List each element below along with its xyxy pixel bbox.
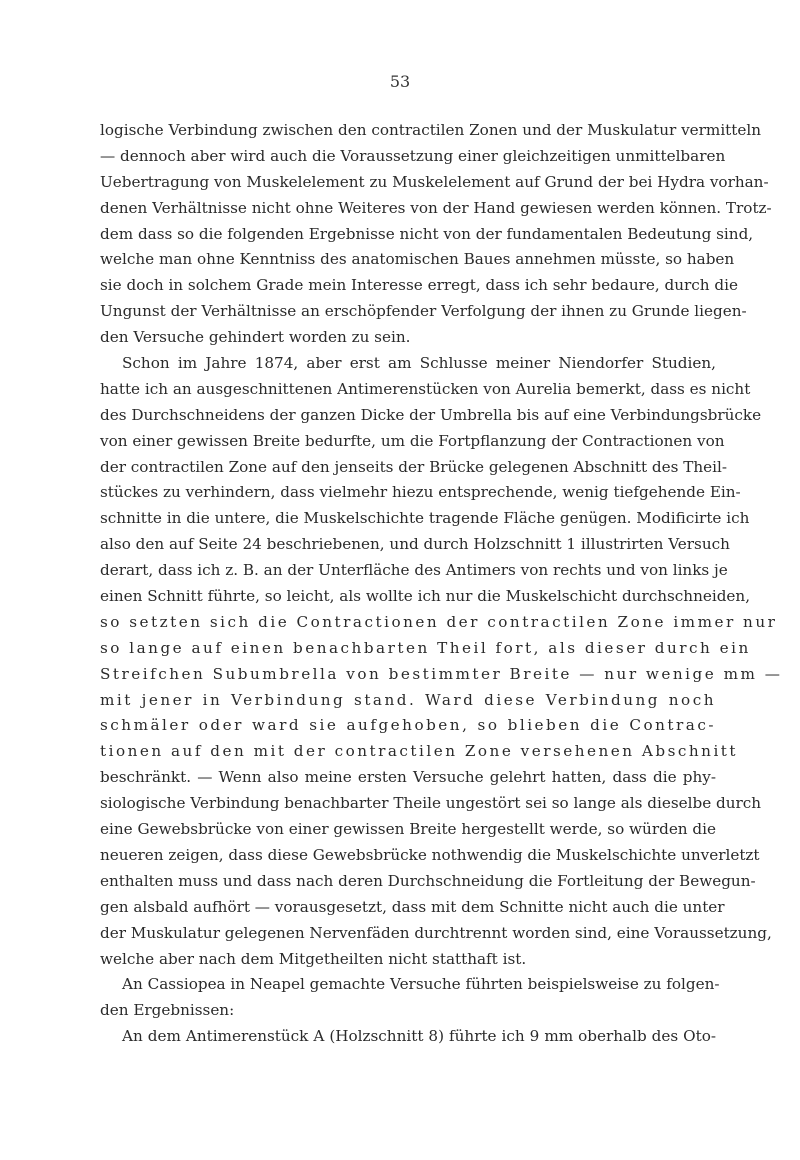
text-line: also den auf Seite 24 beschriebenen, und durch Holzschnitt 1 illustrirten Versuch — [100, 535, 730, 554]
text-line: Uebertragung von Muskelelement zu Muskelelement auf Grund der bei Hydra vorhan- — [100, 172, 769, 191]
text-line: der contractilen Zone auf den jenseits der Brücke gelegenen Abschnitt des Theil- — [100, 457, 727, 476]
text-line: An dem Antimerenstück A (Holzschnitt 8) führte ich 9 mm oberhalb des Oto- — [122, 1027, 716, 1046]
text-line: denen Verhältnisse nicht ohne Weiteres von der Hand gewiesen werden können. Trotz- — [100, 198, 772, 217]
text-line: schnitte in die untere, die Muskelschichte tragende Fläche genügen. Modificirte ich — [100, 509, 750, 528]
text-line: des Durchschneidens der ganzen Dicke der Umbrella bis auf eine Verbindungsbrücke — [100, 405, 762, 424]
page-number: 53 — [389, 72, 411, 91]
text-line: — dennoch aber wird auch die Voraussetzung einer gleichzeitigen unmittelbaren — [100, 146, 726, 165]
text-line: stückes zu verhindern, dass vielmehr hiezu entsprechende, wenig tiefgehende Ein- — [100, 483, 741, 502]
text-line: tionen auf den mit der contractilen Zone versehenen Abschnitt — [100, 742, 739, 761]
text-line: Ungunst der Verhältnisse an erschöpfender Verfolgung der ihnen zu Grunde liegen- — [100, 302, 747, 321]
text-line: schmäler oder ward sie aufgehoben, so blieben die Contrac- — [100, 716, 716, 735]
text-line: welche man ohne Kenntniss des anatomischen Baues annehmen müsste, so haben — [100, 250, 735, 269]
text-line: gen alsbald aufhört — vorausgesetzt, dass mit dem Schnitte nicht auch die unter — [100, 897, 725, 916]
text-line: sie doch in solchem Grade mein Interesse erregt, dass ich sehr bedaure, durch die — [100, 276, 738, 295]
text-line: von einer gewissen Breite bedurfte, um die Fortpflanzung der Contractionen von — [100, 431, 725, 450]
text-line: beschränkt. — Wenn also meine ersten Versuche gelehrt hatten, dass die phy- — [100, 768, 716, 787]
text-line: derart, dass ich z. B. an der Unterfläche des Antimers von rechts und von links je — [100, 561, 728, 580]
text-line: Streifchen Subumbrella von bestimmter Breite — nur wenige mm — — [100, 664, 783, 683]
text-line: logische Verbindung zwischen den contractilen Zonen und der Muskulatur vermitteln — [100, 121, 762, 139]
text-line: so lange auf einen benachbarten Theil fort, als dieser durch ein — [100, 638, 751, 657]
text-line: der Muskulatur gelegenen Nervenfäden durchtrennt worden sind, eine Voraussetzung, — [100, 923, 772, 942]
text-line: hatte ich an ausgeschnittenen Antimerenstücken von Aurelia bemerkt, dass es nicht — [100, 379, 751, 398]
text-line: den Ergebnissen: — [100, 1001, 235, 1020]
text-line: Schon im Jahre 1874, aber erst am Schlusse meiner Niendorfer Studien, — [122, 354, 716, 373]
text-line: An Cassiopea in Neapel gemachte Versuche führten beispielsweise zu folgen- — [122, 975, 720, 994]
text-line: einen Schnitt führte, so leicht, als wollte ich nur die Muskelschicht durchschneiden, — [100, 587, 751, 606]
text-line: siologische Verbindung benachbarter Theile ungestört sei so lange als dieselbe durch — [100, 794, 762, 813]
text-line: dem dass so die folgenden Ergebnisse nicht von der fundamentalen Bedeutung sind, — [100, 224, 754, 243]
text-line: eine Gewebsbrücke von einer gewissen Breite hergestellt werde, so würden die — [100, 820, 716, 839]
text-line: so setzten sich die Contractionen der contractilen Zone immer nur — [100, 612, 778, 631]
text-line: neueren zeigen, dass diese Gewebsbrücke nothwendig die Muskelschichte unverletzt — [100, 845, 760, 864]
text-line: enthalten muss und dass nach deren Durchschneidung die Fortleitung der Bewegun- — [100, 871, 756, 890]
text-line: den Versuche gehindert worden zu sein. — [100, 328, 411, 347]
body-text — [100, 118, 783, 1050]
text-line: mit jener in Verbindung stand. Ward diese Verbindung noch — [100, 690, 716, 709]
text-line: welche aber nach dem Mitgetheilten nicht statthaft ist. — [100, 949, 527, 968]
